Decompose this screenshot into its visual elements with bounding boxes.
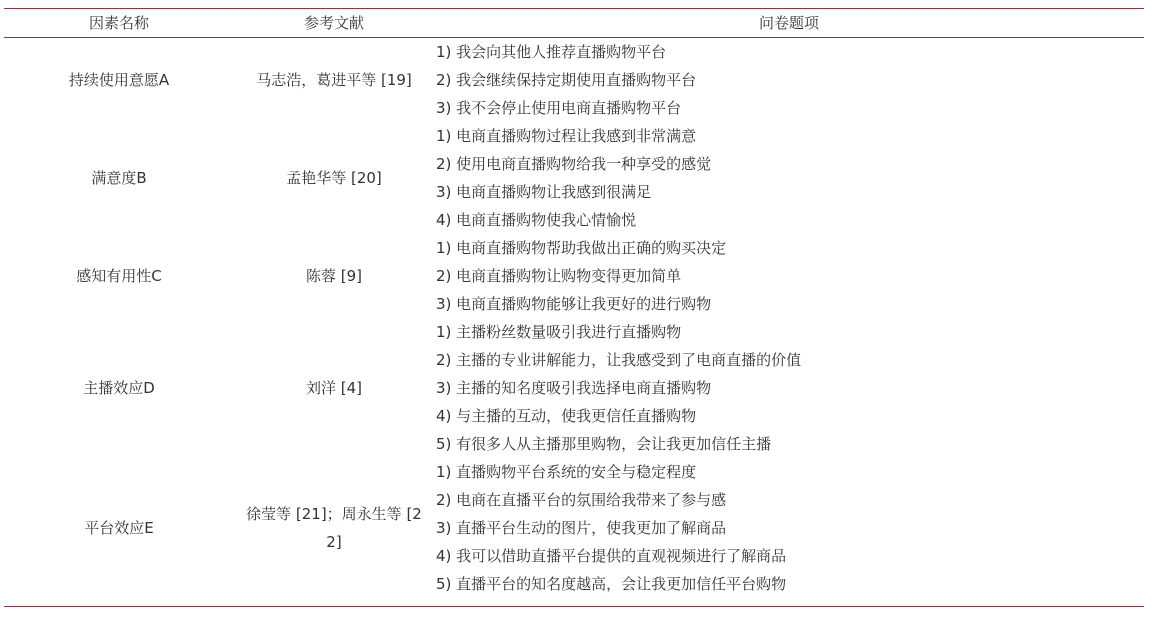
factor-cell: 平台效应E <box>4 458 234 607</box>
items-cell <box>434 38 1144 123</box>
items-cell <box>434 458 1144 607</box>
question-item: 1) 直播购物平台系统的安全与稳定程度 <box>436 463 697 481</box>
items-cell <box>434 318 1144 458</box>
question-item: 3) 我不会停止使用电商直播购物平台 <box>436 99 682 117</box>
question-item: 1) 电商直播购物帮助我做出正确的购买决定 <box>436 239 727 257</box>
question-item: 2) 电商直播购物让购物变得更加简单 <box>436 267 682 285</box>
question-item: 3) 电商直播购物能够让我更好的进行购物 <box>436 295 712 313</box>
factor-cell: 持续使用意愿A <box>68 71 170 89</box>
factor-cell: 满意度B <box>91 169 147 187</box>
header-factor: 因素名称 <box>4 9 234 38</box>
questionnaire-table-container <box>4 8 1144 607</box>
question-item: 2) 主播的专业讲解能力，让我感受到了电商直播的价值 <box>436 351 802 369</box>
reference-cell <box>234 122 434 234</box>
factor-cell: 感知有用性C <box>76 267 162 285</box>
question-item: 3) 直播平台生动的图片，使我更加了解商品 <box>436 519 727 537</box>
question-item: 5) 有很多人从主播那里购物，会让我更加信任主播 <box>436 435 772 453</box>
question-item: 1) 我会向其他人推荐直播购物平台 <box>436 43 667 61</box>
reference-cell <box>234 458 434 607</box>
table-row <box>4 318 1144 458</box>
reference-text: 陈蓉 [9] <box>305 267 363 285</box>
question-item: 2) 我会继续保持定期使用直播购物平台 <box>436 71 697 89</box>
questionnaire-table <box>4 8 1144 607</box>
reference-text: 马志浩，葛进平等 [19] <box>256 71 412 89</box>
reference-cell <box>234 234 434 318</box>
question-item: 3) 主播的知名度吸引我选择电商直播购物 <box>436 379 712 397</box>
question-item: 4) 与主播的互动，使我更信任直播购物 <box>436 407 697 425</box>
question-item: 5) 直播平台的知名度越高，会让我更加信任平台购物 <box>436 575 787 593</box>
question-item: 3) 电商直播购物让我感到很满足 <box>436 183 652 201</box>
question-item: 1) 电商直播购物过程让我感到非常满意 <box>436 127 697 145</box>
question-item: 1) 主播粉丝数量吸引我进行直播购物 <box>436 323 682 341</box>
factor-cell: 主播效应D <box>83 379 155 397</box>
question-item: 2) 使用电商直播购物给我一种享受的感觉 <box>436 155 712 173</box>
reference-cell <box>234 38 434 123</box>
reference-text: 徐莹等 [21]；周永生等 [22] <box>246 505 422 551</box>
header-reference: 参考文献 <box>234 9 434 38</box>
question-item: 4) 我可以借助直播平台提供的直观视频进行了解商品 <box>436 547 787 565</box>
reference-text: 刘洋 [4] <box>305 379 363 397</box>
reference-cell <box>234 318 434 458</box>
header-items: 问卷题项 <box>434 9 1144 38</box>
reference-text: 孟艳华等 [20] <box>286 169 382 187</box>
table-row <box>4 458 1144 607</box>
items-cell <box>434 122 1144 234</box>
items-cell <box>434 234 1144 318</box>
table-row <box>4 234 1144 318</box>
table-row <box>4 38 1144 123</box>
table-body <box>4 38 1144 607</box>
question-item: 2) 电商在直播平台的氛围给我带来了参与感 <box>436 491 727 509</box>
table-header <box>4 9 1144 38</box>
table-row <box>4 122 1144 234</box>
question-item: 4) 电商直播购物使我心情愉悦 <box>436 211 637 229</box>
header-row <box>4 9 1144 38</box>
